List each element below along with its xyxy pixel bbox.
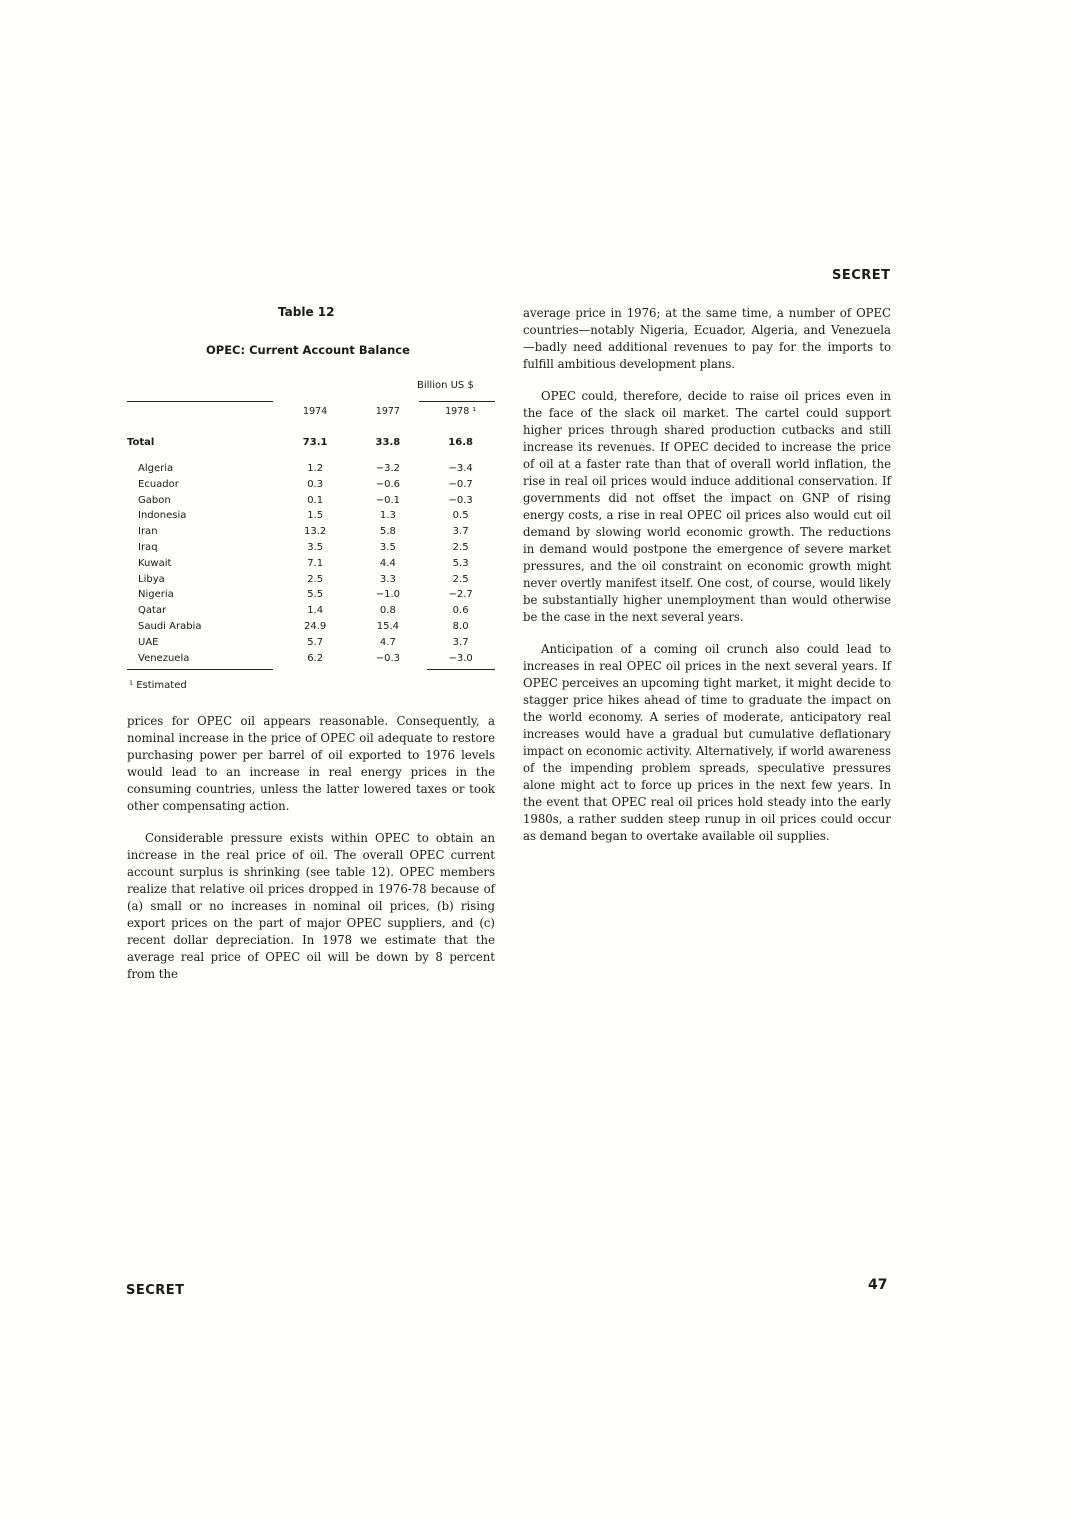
column-header: 1974 xyxy=(303,406,328,417)
table-title: OPEC: Current Account Balance xyxy=(206,343,410,357)
table-row xyxy=(127,508,497,524)
table-cell: −1.0 xyxy=(375,589,401,601)
table-cell: −3.0 xyxy=(448,652,473,664)
table-header-row xyxy=(127,400,497,424)
row-label: Kuwait xyxy=(138,557,172,569)
table-cell: 5.5 xyxy=(307,589,324,601)
row-label: Algeria xyxy=(138,463,174,474)
table-cell: 1.5 xyxy=(307,510,324,522)
page-number: 47 xyxy=(868,1277,888,1293)
row-label: Indonesia xyxy=(138,510,187,522)
table-cell: 0.6 xyxy=(452,605,469,617)
table-cell: 0.1 xyxy=(307,494,324,506)
spacer xyxy=(127,453,497,461)
table-cell: −3.2 xyxy=(375,463,401,474)
table-cell: 4.7 xyxy=(379,636,396,648)
table-cell: −0.1 xyxy=(375,494,401,506)
table-number: Table 12 xyxy=(278,305,335,319)
column-header-blank xyxy=(127,400,279,424)
table-row xyxy=(127,540,497,556)
table-cell: 1.4 xyxy=(307,605,324,617)
table-cell: 3.5 xyxy=(379,541,396,553)
table-cell: 4.4 xyxy=(379,557,396,569)
table-cell: 6.2 xyxy=(307,652,324,664)
table-row xyxy=(127,572,497,588)
table-cell: −0.7 xyxy=(448,478,473,490)
spacer xyxy=(127,424,497,432)
table-cell: 2.5 xyxy=(452,541,469,553)
table-cell: 33.8 xyxy=(375,437,401,448)
row-label: Ecuador xyxy=(138,478,179,490)
table-cell: 13.2 xyxy=(304,526,327,538)
table-cell: −2.7 xyxy=(448,589,473,601)
table-cell: 8.0 xyxy=(452,620,469,632)
row-label: Nigeria xyxy=(138,589,174,601)
classification-footer: SECRET xyxy=(126,1283,185,1298)
table-row xyxy=(127,603,497,619)
column-header: 1978 ¹ xyxy=(445,406,477,417)
row-label: Saudi Arabia xyxy=(138,620,202,632)
paragraph: OPEC could, therefore, decide to raise oil prices even in the face of the slack oil market. The cartel could support higher prices through shared production cutbacks and still increase its revenues. If OPEC decided to increase the price of oil at a faster rate than that of overall world inflation, the rise in real oil prices would induce additional conservation. If governments did not offset the impact on GNP of rising energy costs, a rise in real OPEC oil prices also would cut oil demand by slowing world economic growth. The reductions in demand would postpone the emergence of severe market pressures, and the oil constraint on economic growth might never overtly manifest itself. One cost, of course, would likely be substantially higher unemployment than would otherwise be the case in the next several years. xyxy=(523,389,891,624)
table-bottom-rule xyxy=(127,669,273,670)
table-cell: 73.1 xyxy=(302,437,328,448)
table-units: Billion US $ xyxy=(417,380,474,391)
table-cell: 3.3 xyxy=(379,573,396,585)
row-label: Venezuela xyxy=(138,652,190,664)
row-label: UAE xyxy=(138,636,159,648)
table-cell: 7.1 xyxy=(307,557,324,569)
table-cell: 5.8 xyxy=(379,526,396,538)
data-table xyxy=(127,400,497,666)
table-cell: −0.3 xyxy=(375,652,401,664)
right-text-column xyxy=(523,305,891,860)
table-total-row xyxy=(127,432,497,453)
table-row xyxy=(127,635,497,651)
table-cell: 16.8 xyxy=(448,437,473,448)
table-cell: 2.5 xyxy=(452,573,469,585)
table-cell: 5.3 xyxy=(452,557,469,569)
row-label: Libya xyxy=(138,573,165,585)
row-label: Gabon xyxy=(138,494,171,506)
paragraph: Considerable pressure exists within OPEC to obtain an increase in the real price of oil. The overall OPEC current account surplus is shrinking (see table 12). OPEC members realize that relative oil prices dropped in 1976-78 because of (a) small or no increases in nominal oil prices, (b) rising export prices on the part of major OPEC suppliers, and (c) recent dollar depreciation. In 1978 we estimate that the average real price of OPEC oil will be down by 8 percent from the xyxy=(127,831,495,981)
row-label: Total xyxy=(127,437,155,448)
table-cell: 0.5 xyxy=(452,510,469,522)
table-row xyxy=(127,477,497,493)
row-label: Iran xyxy=(138,526,158,538)
paragraph: prices for OPEC oil appears reasonable. Consequently, a nominal increase in the price of OPEC oil adequate to restore purchasing power per barrel of oil exported to 1976 levels would lead to an increase in real energy prices in the consuming countries, unless the latter lowered taxes or took other compensating action. xyxy=(127,714,495,813)
table-cell: 1.3 xyxy=(379,510,396,522)
table-row xyxy=(127,493,497,509)
table-cell: 24.9 xyxy=(304,620,327,632)
table-cell: 0.8 xyxy=(379,605,396,617)
table-cell: 1.2 xyxy=(307,463,324,474)
classification-header: SECRET xyxy=(832,268,891,283)
table-row xyxy=(127,587,497,603)
table-cell: 3.5 xyxy=(307,541,324,553)
table-cell: 3.7 xyxy=(452,636,469,648)
row-label: Qatar xyxy=(138,605,167,617)
paragraph: Anticipation of a coming oil crunch also could lead to increases in real OPEC oil prices in the next several years. If OPEC perceives an upcoming tight market, it might decide to stagger price hikes ahead of time to graduate the impact on the world economy. A series of moderate, anticipatory real increases would have a gradual but cumulative deflationary impact on economic activity. Alternatively, if world awareness of the impending problem spreads, speculative pressures alone might act to force up prices in the next few years. In the event that OPEC real oil prices hold steady into the early 1980s, a rather sudden steep runup in oil prices could occur as demand began to overtake available oil supplies. xyxy=(523,642,891,843)
table-cell: −3.4 xyxy=(448,463,473,474)
table-footnote: ¹ Estimated xyxy=(129,680,187,691)
table-cell: −0.3 xyxy=(448,494,473,506)
table-row xyxy=(127,461,497,477)
table-row xyxy=(127,524,497,540)
table-row xyxy=(127,556,497,572)
table-row xyxy=(127,619,497,635)
table-cell: 0.3 xyxy=(307,478,324,490)
table-cell: 3.7 xyxy=(452,526,469,538)
row-label: Iraq xyxy=(138,541,158,553)
left-text-column xyxy=(127,713,495,998)
column-header: 1977 xyxy=(375,406,400,417)
table-cell: 2.5 xyxy=(307,573,324,585)
table-cell: −0.6 xyxy=(375,478,401,490)
table-cell: 5.7 xyxy=(307,636,324,648)
table-row xyxy=(127,651,497,667)
table-cell: 15.4 xyxy=(376,620,400,632)
paragraph: average price in 1976; at the same time, a number of OPEC countries—notably Nigeria, Ecuador, Algeria, and Venezuela—badly need additional revenues to pay for the imports to fulfill ambitious development plans. xyxy=(523,306,891,371)
table-bottom-rule xyxy=(427,669,495,670)
